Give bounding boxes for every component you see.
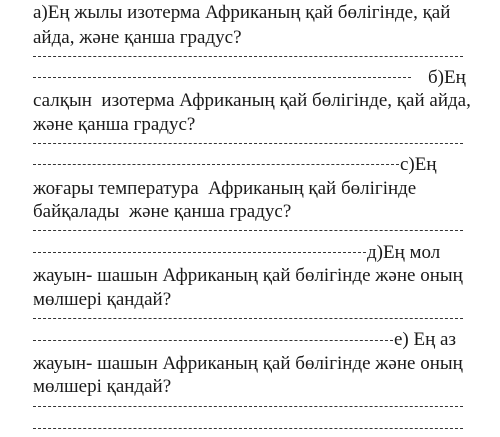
question-d-line-2: мөлшері қандай? — [33, 289, 172, 310]
question-b-line-2: және қанша градус? — [33, 114, 196, 135]
question-a-line-2: айда, және қанша градус? — [33, 27, 242, 48]
question-d-line-1: жауын- шашын Африканың қай бөлігінде және оның — [33, 265, 463, 286]
question-e-label: е) Ең аз — [394, 329, 456, 350]
answer-line-c-2[interactable] — [33, 252, 366, 253]
question-e-line-2: мөлшері қандай? — [33, 376, 172, 397]
answer-line-b-1[interactable] — [33, 143, 463, 144]
question-b-label: б)Ең — [428, 67, 466, 88]
question-c-label: с)Ең — [400, 154, 437, 175]
answer-line-c-1[interactable] — [33, 230, 463, 231]
question-c-line-2: байқалады және қанша градус? — [33, 201, 292, 222]
answer-line-b-2[interactable] — [33, 164, 399, 165]
answer-line-a-2[interactable] — [33, 77, 411, 78]
question-b-line-1: салқын изотерма Африканың қай бөлігінде, қай айда, — [33, 90, 471, 111]
answer-line-d-2[interactable] — [33, 340, 393, 341]
question-e-line-1: жауын- шашын Африканың қай бөлігінде және оның — [33, 353, 463, 374]
question-d-label: д)Ең мол — [367, 242, 441, 263]
question-a-line-1: а)Ең жылы изотерма Африканың қай бөлігінде, қай — [33, 2, 451, 23]
question-c-line-1: жоғары температура Африканың қай бөлігінде — [33, 178, 417, 199]
answer-line-a-1[interactable] — [33, 56, 463, 57]
answer-line-e-1[interactable] — [33, 406, 463, 407]
answer-line-d-1[interactable] — [33, 318, 463, 319]
answer-line-e-2[interactable] — [33, 428, 463, 429]
